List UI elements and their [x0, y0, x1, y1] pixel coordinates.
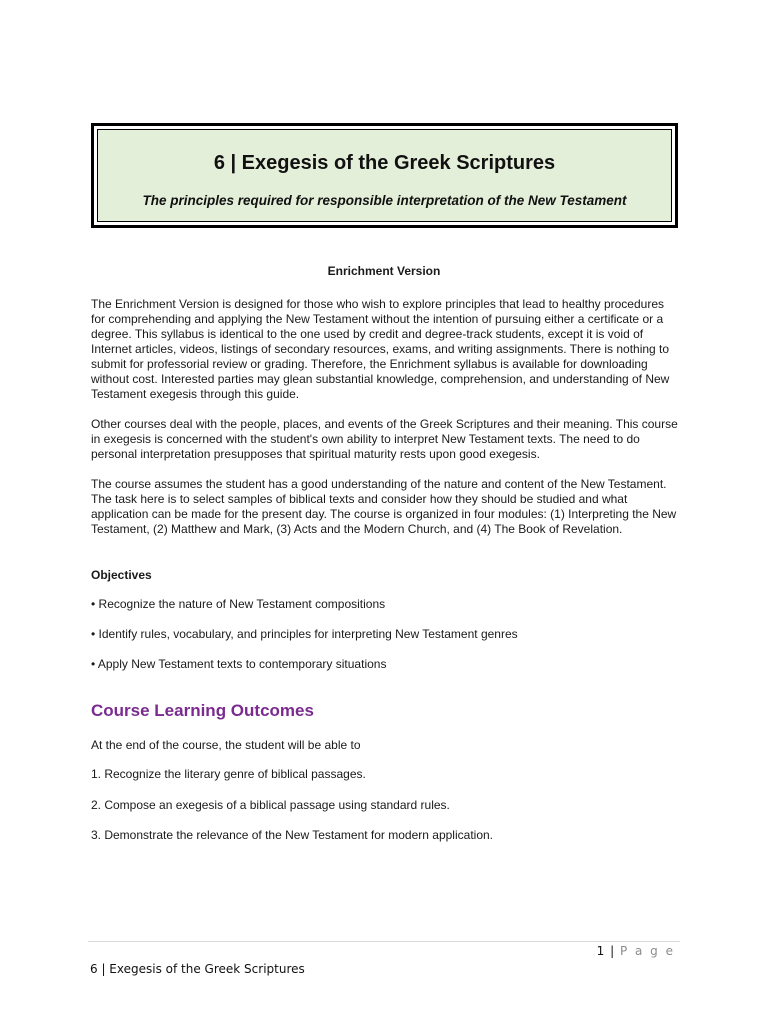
paragraph-course-assumes: The course assumes the student has a good understanding of the nature and content of the New Testament. The task here is to select samples of biblical texts and consider how they should be studied and what application can be made for the present day. The course is organized in four modules: (1) Interpreting the New Testament, (2) Matthew and Mark, (3) Acts and the Modern Church, and (4) The Book of Revelation. — [91, 477, 677, 536]
outcome-item: 3. Demonstrate the relevance of the New Testament for modern application. — [91, 828, 493, 842]
outcome-item: 1. Recognize the literary genre of biblical passages. — [91, 767, 366, 781]
page-subtitle: The principles required for responsible interpretation of the New Testament — [142, 193, 627, 208]
page-title: 6 | Exegesis of the Greek Scriptures — [213, 152, 556, 174]
footer-divider — [88, 941, 680, 942]
objective-item: • Recognize the nature of New Testament compositions — [91, 597, 386, 611]
outcomes-intro: At the end of the course, the student will be able to — [91, 738, 361, 752]
footer-doc-title: 6 | Exegesis of the Greek Scriptures — [90, 962, 305, 976]
page-label: P a g e — [619, 944, 675, 958]
title-box — [91, 123, 678, 228]
outcomes-heading: Course Learning Outcomes — [91, 701, 314, 720]
objective-item: • Apply New Testament texts to contemporary situations — [91, 657, 387, 671]
paragraph-other-courses: Other courses deal with the people, places, and events of the Greek Scriptures and their meaning. This course in exegesis is concerned with the student's own ability to interpret New Testament texts. The need to do personal interpretation presupposes that spiritual maturity rests upon good exegesis. — [91, 417, 678, 461]
objectives-heading: Objectives — [91, 568, 152, 582]
objective-item: • Identify rules, vocabulary, and principles for interpreting New Testament genres — [91, 627, 518, 641]
paragraph-enrichment: The Enrichment Version is designed for those who wish to explore principles that lead to healthy procedures for comprehending and applying the New Testament without the intention of pursuing either a certificate or a degree. This syllabus is identical to the one used by credit and degree-track students, except it is void of Internet articles, videos, listings of secondary resources, exams, and writing assignments. There is nothing to submit for professorial review or grading. Therefore, the Enrichment syllabus is available for downloading without cost. Interested parties may glean substantial knowledge, comprehension, and understanding of New Testament exegesis through this guide. — [91, 297, 670, 401]
outcome-item: 2. Compose an exegesis of a biblical passage using standard rules. — [91, 798, 450, 812]
section-heading-enrichment: Enrichment Version — [327, 264, 441, 278]
page-number — [597, 944, 675, 958]
page-number-value: 1 — [596, 944, 605, 958]
title-box-inner — [97, 129, 672, 222]
page-number-separator: | — [610, 944, 615, 958]
